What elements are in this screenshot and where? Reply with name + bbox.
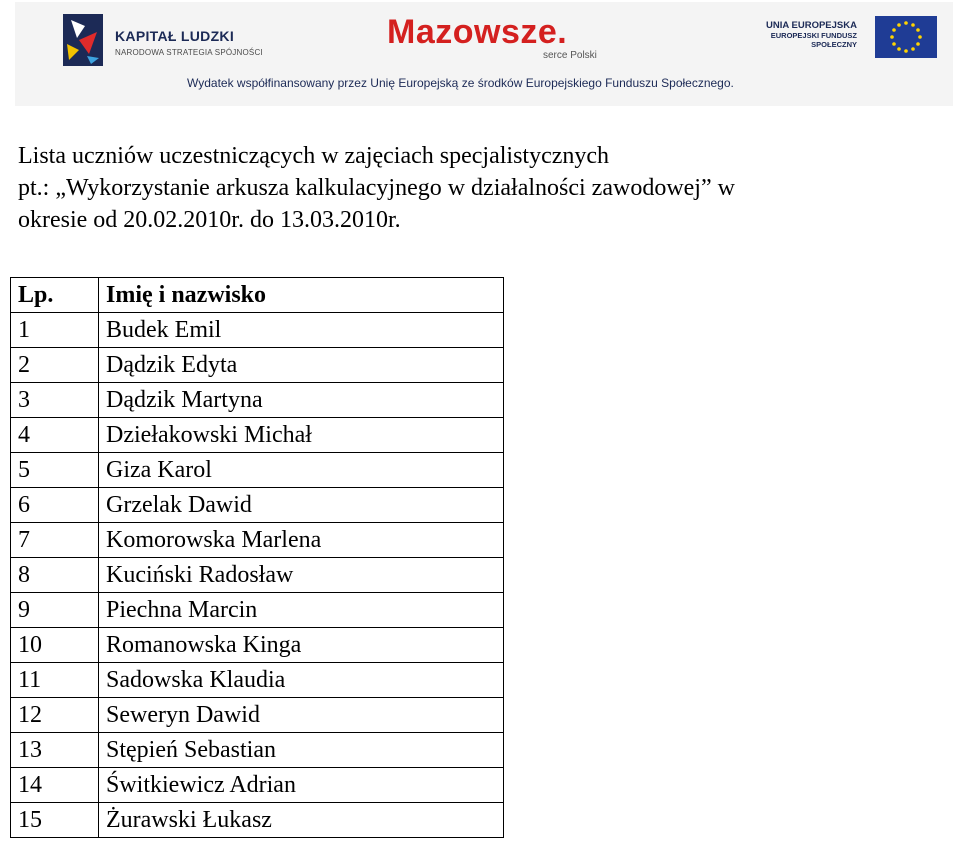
table-row <box>11 348 504 383</box>
heading-line-3: okresie od 20.02.2010r. do 13.03.2010r. <box>18 207 401 233</box>
students-table <box>10 277 504 838</box>
row-number: 5 <box>11 453 99 488</box>
kapital-ludzki-mark-icon <box>59 10 107 70</box>
heading-line-1: Lista uczniów uczestniczących w zajęciach specjalistycznych <box>18 143 610 169</box>
student-name: Świtkiewicz Adrian <box>99 768 504 803</box>
student-name: Piechna Marcin <box>99 593 504 628</box>
funding-banner <box>15 2 953 106</box>
student-name: Żurawski Łukasz <box>99 803 504 838</box>
eu-flag-icon <box>875 16 937 58</box>
row-number: 1 <box>11 313 99 348</box>
row-number: 6 <box>11 488 99 523</box>
student-name: Stępień Sebastian <box>99 733 504 768</box>
eu-text <box>766 20 857 49</box>
heading-line-2: pt.: „Wykorzystanie arkusza kalkulacyjnego w działalności zawodowej” w <box>18 175 735 201</box>
student-name: Budek Emil <box>99 313 504 348</box>
row-number: 9 <box>11 593 99 628</box>
kapital-ludzki-logo <box>59 10 309 72</box>
student-name: Romanowska Kinga <box>99 628 504 663</box>
header-name: Imię i nazwisko <box>99 278 504 313</box>
eu-social-line: SPOŁECZNY <box>811 40 857 49</box>
eu-fund-line: EUROPEJSKI FUNDUSZ <box>770 31 857 40</box>
row-number: 14 <box>11 768 99 803</box>
table-row <box>11 768 504 803</box>
student-name: Dziełakowski Michał <box>99 418 504 453</box>
table-row <box>11 663 504 698</box>
table-row <box>11 418 504 453</box>
table-row <box>11 523 504 558</box>
table-row <box>11 628 504 663</box>
kapital-ludzki-subtitle: NARODOWA STRATEGIA SPÓJNOŚCI <box>115 48 263 57</box>
row-number: 8 <box>11 558 99 593</box>
table-row <box>11 453 504 488</box>
eu-logo <box>737 16 937 66</box>
row-number: 12 <box>11 698 99 733</box>
mazowsze-wordmark: Mazowsze. <box>387 13 568 51</box>
table-row <box>11 593 504 628</box>
table-row <box>11 488 504 523</box>
student-name: Dądzik Martyna <box>99 383 504 418</box>
eu-title: UNIA EUROPEJSKA <box>766 20 857 31</box>
mazowsze-logo <box>387 12 637 70</box>
row-number: 15 <box>11 803 99 838</box>
student-name: Komorowska Marlena <box>99 523 504 558</box>
table-row <box>11 803 504 838</box>
student-name: Kuciński Radosław <box>99 558 504 593</box>
table-row <box>11 733 504 768</box>
student-name: Grzelak Dawid <box>99 488 504 523</box>
document-heading <box>18 140 948 236</box>
kapital-ludzki-title: KAPITAŁ LUDZKI <box>115 28 235 44</box>
row-number: 2 <box>11 348 99 383</box>
row-number: 11 <box>11 663 99 698</box>
row-number: 10 <box>11 628 99 663</box>
student-name: Seweryn Dawid <box>99 698 504 733</box>
funding-note: Wydatek współfinansowany przez Unię Europejską ze środków Europejskiego Funduszu Społecznego. <box>187 76 734 90</box>
student-name: Giza Karol <box>99 453 504 488</box>
row-number: 7 <box>11 523 99 558</box>
table-row <box>11 558 504 593</box>
student-name: Dądzik Edyta <box>99 348 504 383</box>
table-row <box>11 698 504 733</box>
table-row <box>11 313 504 348</box>
table-row <box>11 383 504 418</box>
row-number: 13 <box>11 733 99 768</box>
row-number: 3 <box>11 383 99 418</box>
mazowsze-tagline: serce Polski <box>543 50 597 61</box>
row-number: 4 <box>11 418 99 453</box>
header-lp: Lp. <box>11 278 99 313</box>
student-name: Sadowska Klaudia <box>99 663 504 698</box>
table-header-row <box>11 278 504 313</box>
